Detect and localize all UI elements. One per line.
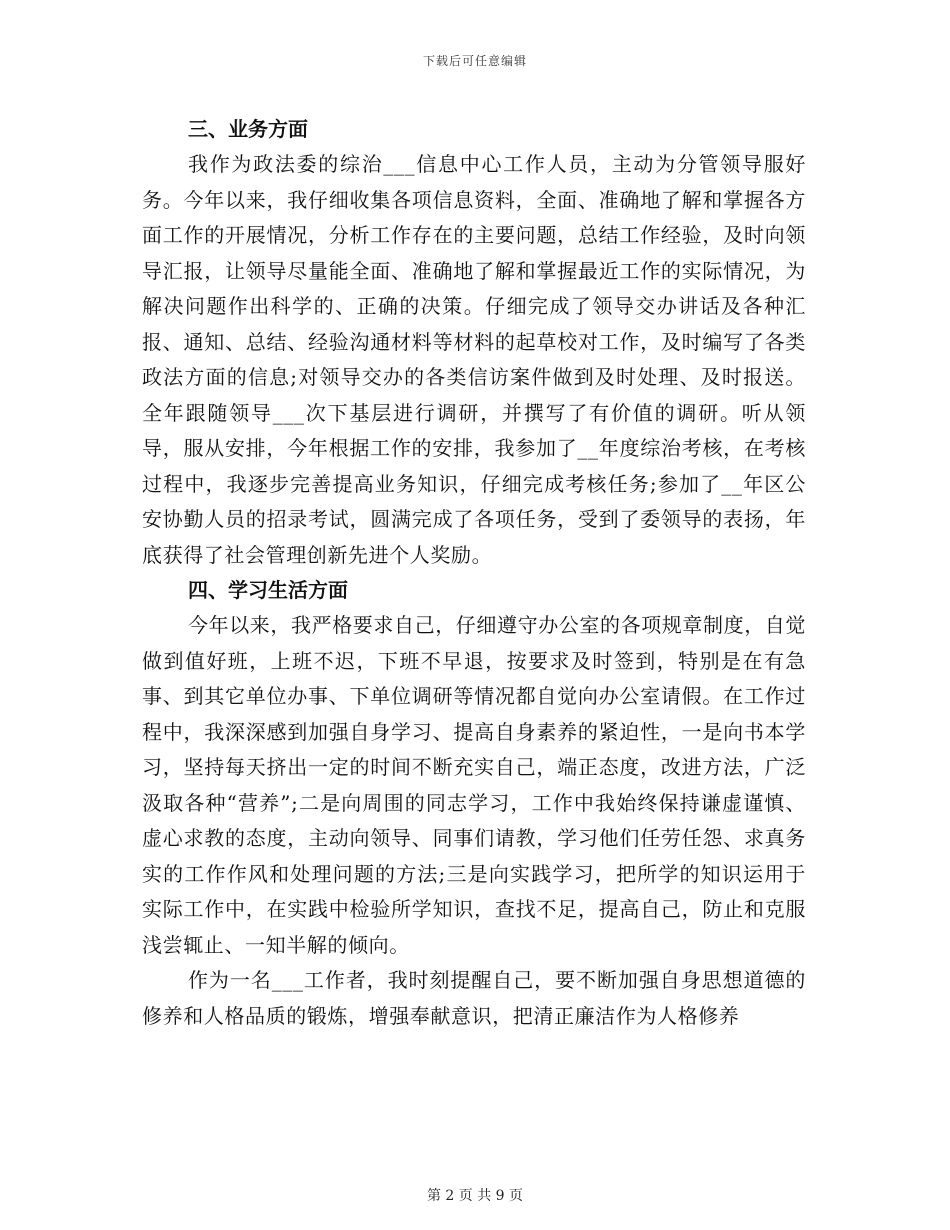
document-body: [142, 112, 806, 1034]
paragraph-study-life-2: 作为一名___工作者，我时刻提醒自己，要不断加强自身思想道德的修养和人格品质的锻炼，增强奉献意识，把清正廉洁作为人格修养: [142, 968, 806, 1028]
page-number: 第 2 页 共 9 页: [426, 1188, 524, 1204]
paragraph-business: 我作为政法委的综治___信息中心工作人员，主动为分管领导服好务。今年以来，我仔细收集各项信息资料，全面、准确地了解和掌握各方面工作的开展情况，分析工作存在的主要问题，总结工作经验，及时向领导汇报，让领导尽量能全面、准确地了解和掌握最近工作的实际情况，为解决问题作出科学的、正确的决策。仔细完成了领导交办讲话及各种汇报、通知、总结、经验沟通材料等材料的起草校对工作，及时编写了各类政法方面的信息;对领导交办的各类信访案件做到及时处理、及时报送。全年跟随领导___次下基层进行调研，并撰写了有价值的调研。听从领导，服从安排，今年根据工作的安排，我参加了__年度综治考核，在考核过程中，我逐步完善提高业务知识，仔细完成考核任务;参加了__年区公安协勤人员的招录考试，圆满完成了各项任务，受到了委领导的表扬，年底获得了社会管理创新先进个人奖励。: [142, 152, 806, 567]
page-header-note: 下载后可任意编辑: [422, 54, 527, 68]
section-heading-business: 三、业务方面: [188, 117, 308, 141]
paragraph-study-life-1: 今年以来，我严格要求自己，仔细遵守办公室的各项规章制度，自觉做到值好班，上班不迟，下班不早退，按要求及时签到，特别是在有急事、到其它单位办事、下单位调研等情况都自觉向办公室请假。在工作过程中，我深深感到加强自身学习、提高自身素养的紧迫性，一是向书本学习，坚持每天挤出一定的时间不断充实自己，端正态度，改进方法，广泛汲取各种“营养”;二是向周围的同志学习，工作中我始终保持谦虚谨慎、虚心求教的态度，主动向领导、同事们请教，学习他们任劳任怨、求真务实的工作作风和处理问题的方法;三是向实践学习，把所学的知识运用于实际工作中，在实践中检验所学知识，查找不足，提高自己，防止和克服浅尝辄止、一知半解的倾向。: [142, 613, 806, 957]
section-heading-study-life: 四、学习生活方面: [188, 578, 348, 602]
